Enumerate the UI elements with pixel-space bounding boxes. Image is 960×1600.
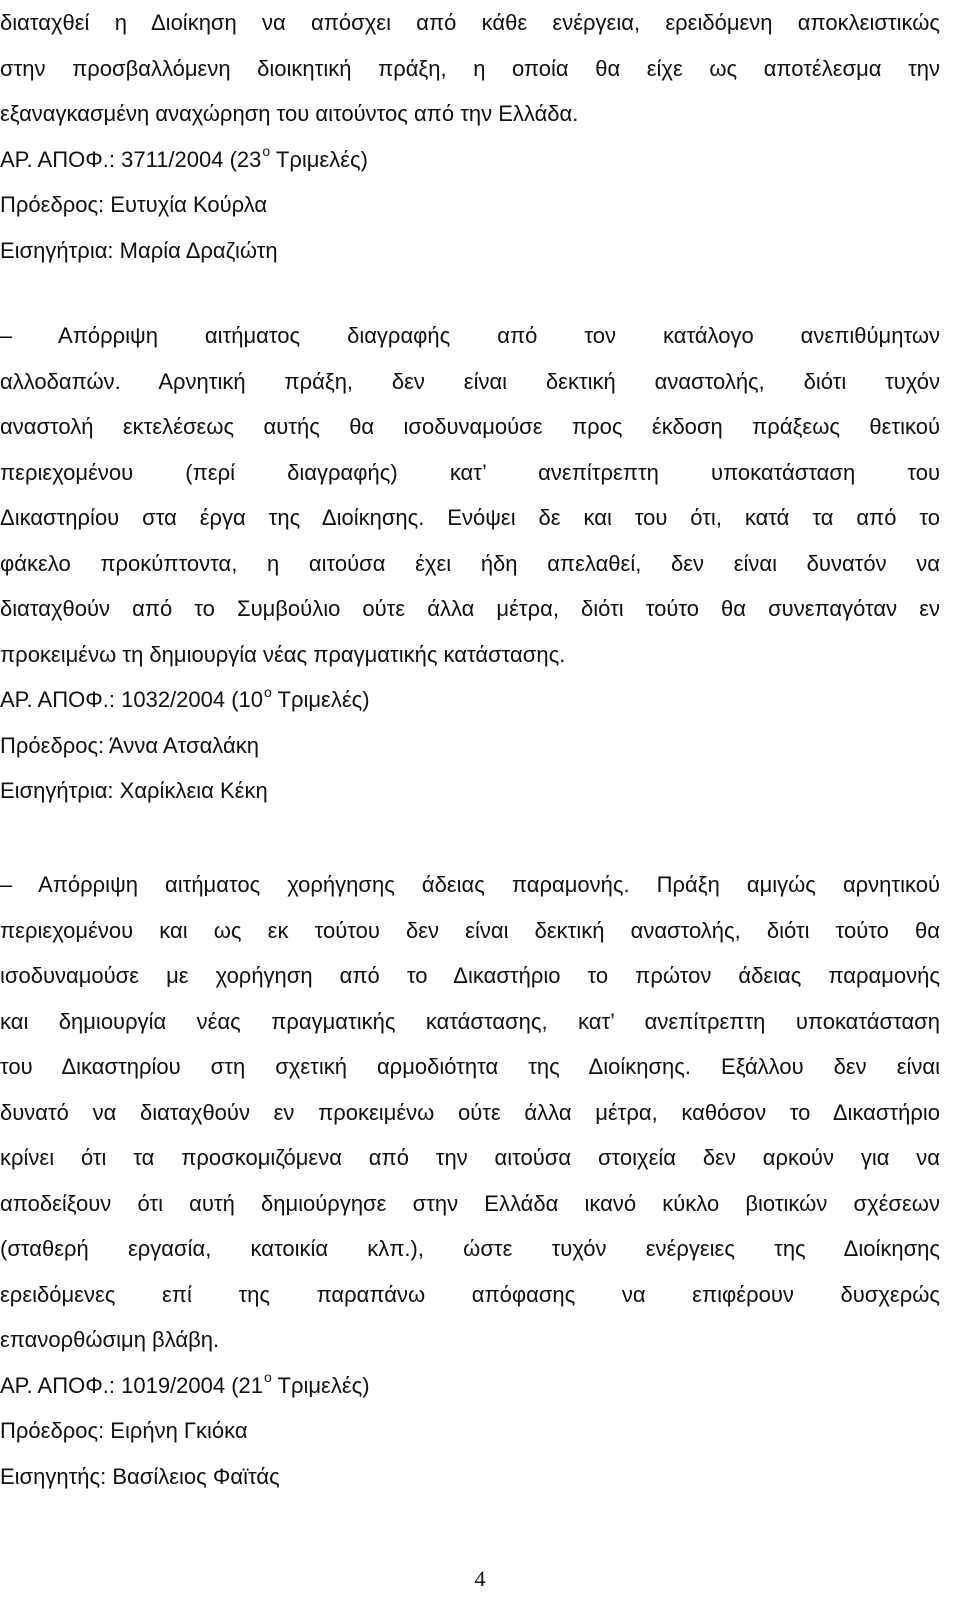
decision-reference: ΑΡ. ΑΠΟΦ.: 1019/2004 ($21^o$ Τριμελές) <box>0 1369 370 1398</box>
body-line: αποδείξουν ότι αυτή δημιούργησε στην Ελλάδα ικανό κύκλο βιοτικών σχέσεων <box>0 1190 940 1216</box>
rapporteur-name: Εισηγήτρια: Χαρίκλεια Κέκη <box>0 778 268 803</box>
body-line: κρίνει ότι τα προσκομιζόμενα από την αιτούσα στοιχεία δεν αρκούν για να <box>0 1145 940 1170</box>
decision-reference: ΑΡ. ΑΠΟΦ.: 3711/2004 ($23^o$ Τριμελές) <box>0 143 368 172</box>
decision-1 <box>0 0 940 273</box>
body-line: προκειμένω τη δημιουργία νέας πραγματικής κατάστασης. <box>0 641 566 667</box>
body-line: και δημιουργία νέας πραγματικής κατάστασης, κατ’ ανεπίτρεπτη υποκατάσταση <box>0 1008 940 1034</box>
body-line: διαταχθούν από το Συμβούλιο ούτε άλλα μέτρα, διότι τούτο θα συνεπαγόταν εν <box>0 596 940 621</box>
president-name: Πρόεδρος: Ειρήνη Γκιόκα <box>0 1418 248 1443</box>
rapporteur-name: Εισηγητής: Βασίλειος Φαϊτάς <box>0 1463 280 1489</box>
body-line: περιεχομένου και ως εκ τούτου δεν είναι δεκτική αναστολής, διότι τούτο θα <box>0 917 940 943</box>
body-line: Δικαστηρίου στα έργα της Διοίκησης. Ενόψει δε και του ότι, κατά τα από το <box>0 505 940 530</box>
body-line: περιεχομένου (περί διαγραφής) κατ’ ανεπίτρεπτη υποκατάσταση του <box>0 459 940 485</box>
body-line: αλλοδαπών. Αρνητική πράξη, δεν είναι δεκτική αναστολής, διότι τυχόν <box>0 368 940 394</box>
body-line: επανορθώσιμη βλάβη. <box>0 1327 220 1352</box>
body-line: εξαναγκασμένη αναχώρηση του αιτούντος από την Ελλάδα. <box>0 101 579 126</box>
president-name: Πρόεδρος: Άννα Ατσαλάκη <box>0 732 259 758</box>
body-line: διαταχθεί η Διοίκηση να απόσχει από κάθε ενέργεια, ερειδόμενη αποκλειστικώς <box>0 10 940 35</box>
decision-3 <box>0 862 940 1499</box>
body-line: δυνατό να διαταχθούν εν προκειμένω ούτε άλλα μέτρα, καθόσον το Δικαστήριο <box>0 1099 940 1125</box>
body-line: – Απόρριψη αιτήματος διαγραφής από τον κατάλογο ανεπιθύμητων <box>0 323 940 348</box>
body-line: ισοδυναμούσε με χορήγηση από το Δικαστήριο το πρώτον άδειας παραμονής <box>0 963 940 988</box>
body-line: ερειδόμενες επί της παραπάνω απόφασης να επιφέρουν δυσχερώς <box>0 1281 940 1307</box>
rapporteur-name: Εισηγήτρια: Μαρία Δραζιώτη <box>0 237 278 263</box>
body-line: αναστολή εκτελέσεως αυτής θα ισοδυναμούσε προς έκδοση πράξεως θετικού <box>0 414 940 439</box>
president-name: Πρόεδρος: Ευτυχία Κούρλα <box>0 192 268 217</box>
page-number: 4 <box>474 1566 486 1591</box>
body-line: στην προσβαλλόμενη διοικητική πράξη, η οποία θα είχε ως αποτέλεσμα την <box>0 55 940 81</box>
body-line: του Δικαστηρίου στη σχετική αρμοδιότητα της Διοίκησης. Εξάλλου δεν είναι <box>0 1054 940 1079</box>
body-line: – Απόρριψη αιτήματος χορήγησης άδειας παραμονής. Πράξη αμιγώς αρνητικού <box>0 872 940 897</box>
body-line: φάκελο προκύπτοντα, η αιτούσα έχει ήδη απελαθεί, δεν είναι δυνατόν να <box>0 550 940 576</box>
decision-reference: ΑΡ. ΑΠΟΦ.: 1032/2004 ($10^o$ Τριμελές) <box>0 683 370 712</box>
body-line: (σταθερή εργασία, κατοικία κλπ.), ώστε τυχόν ενέργειες της Διοίκησης <box>0 1236 940 1261</box>
decision-2 <box>0 313 940 814</box>
